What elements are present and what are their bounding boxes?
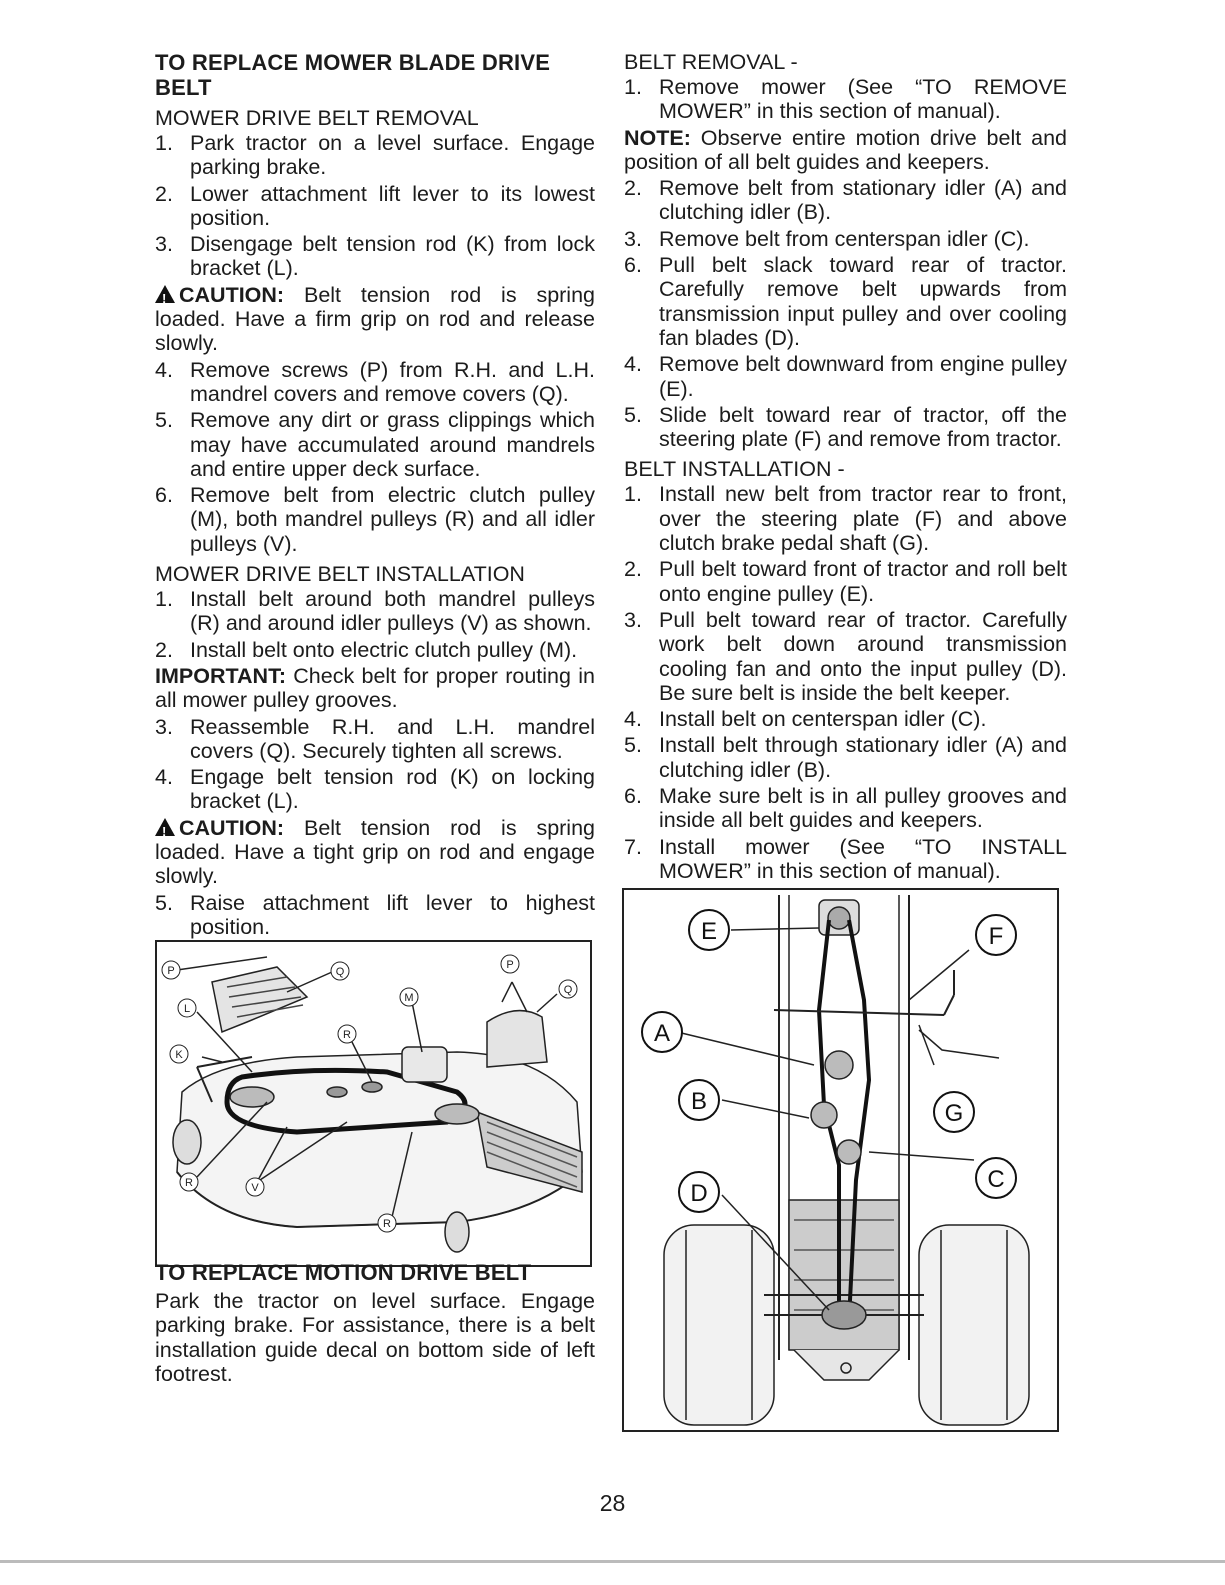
list-item: 2. Install belt onto electric clutch pulley (M).	[155, 637, 578, 662]
removal-title: MOWER DRIVE BELT REMOVAL	[155, 106, 479, 130]
motion-drive-figure	[622, 888, 1059, 1432]
callout-r: R	[383, 1218, 391, 1230]
belt-installation-title: BELT INSTALLATION -	[624, 457, 845, 482]
callout-q: Q	[335, 966, 345, 978]
caution-note-2: !CAUTION: Belt tension rod is spring loaded. Have a tight grip on rod and engage slowly.	[155, 816, 595, 889]
list-item: 3. Disengage belt tension rod (K) from lock bracket (L).	[155, 232, 595, 281]
list-item: 6. Remove belt from electric clutch pulley (M), both mandrel pulleys (R) and all idler pulleys (V).	[155, 483, 595, 556]
list-item: 2. Pull belt toward front of tractor and roll belt onto engine pulley (E).	[624, 557, 1067, 606]
page-edge	[0, 1560, 1225, 1563]
callout-l: L	[183, 1003, 191, 1015]
callout-e: E	[700, 918, 718, 945]
warning-icon	[155, 818, 175, 836]
mower-deck-illustration	[157, 942, 590, 1265]
warning-icon	[155, 285, 175, 303]
note: NOTE: Observe entire motion drive belt and position of all belt guides and keepers.	[624, 125, 1067, 174]
installation-steps-final	[155, 891, 595, 940]
callout-c: C	[987, 1166, 1005, 1193]
callout-g: G	[944, 1100, 964, 1127]
belt-installation-steps	[624, 482, 1067, 883]
motion-drive-illustration	[624, 890, 1057, 1430]
list-item: 7. Install mower (See “TO INSTALL MOWER” in this section of manual).	[624, 834, 1067, 883]
callout-k: K	[175, 1049, 183, 1061]
installation-title: MOWER DRIVE BELT INSTALLATION	[155, 562, 525, 587]
motion-drive-section	[155, 1260, 595, 1386]
important-note: IMPORTANT: Check belt for proper routing in all mower pulley grooves.	[155, 663, 595, 713]
list-item: 3. Reassemble R.H. and L.H. mandrel covers (Q). Securely tighten all screws.	[155, 714, 595, 763]
callout-p: P	[506, 959, 514, 971]
right-column	[624, 50, 1067, 885]
list-item: 3. Remove belt from centerspan idler (C).	[624, 226, 1030, 251]
installation-steps	[155, 587, 595, 662]
callout-r: R	[343, 1029, 351, 1041]
callout-v: V	[251, 1182, 259, 1194]
removal-steps-continued	[155, 358, 595, 556]
belt-removal-title: BELT REMOVAL -	[624, 50, 798, 74]
belt-removal-steps	[624, 75, 1067, 124]
belt-removal-steps-continued	[624, 176, 1067, 451]
motion-belt-text: Park the tractor on level surface. Engage parking brake. For assistance, there is a belt installation guide decal on bottom side of left footrest.	[155, 1289, 595, 1386]
list-item: 4. Engage belt tension rod (K) on locking bracket (L).	[155, 765, 595, 814]
callout-f: F	[988, 923, 1004, 950]
callout-b: B	[690, 1088, 708, 1115]
list-item: 2. Lower attachment lift lever to its lowest position.	[155, 181, 595, 230]
caution-note: !CAUTION: Belt tension rod is spring loaded. Have a firm grip on rod and release slowly.	[155, 283, 595, 356]
callout-a: A	[653, 1020, 671, 1047]
page-number: 28	[599, 1490, 626, 1516]
mower-belt-heading: TO REPLACE MOWER BLADE DRIVE BELT	[155, 50, 551, 100]
list-item: 3. Pull belt toward rear of tractor. Carefully work belt down around transmission cooling fan and onto the input pulley (D). Be sure belt is inside the belt keeper.	[624, 607, 1067, 705]
list-item: 1. Install belt around both mandrel pulleys (R) and around idler pulleys (V) as shown.	[155, 587, 595, 636]
removal-steps	[155, 131, 595, 281]
list-item: 1. Park tractor on a level surface. Engage parking brake.	[155, 131, 595, 180]
list-item: 5. Slide belt toward rear of tractor, off the steering plate (F) and remove from tractor.	[624, 402, 1067, 452]
installation-steps-continued	[155, 715, 595, 814]
list-item: 5. Install belt through stationary idler (A) and clutching idler (B).	[624, 733, 1067, 782]
list-item: 6. Make sure belt is in all pulley grooves and inside all belt guides and keepers.	[624, 784, 1067, 833]
callout-p: P	[167, 965, 175, 977]
callout-r: R	[185, 1177, 193, 1189]
list-item: 4. Remove screws (P) from R.H. and L.H. mandrel covers and remove covers (Q).	[155, 357, 595, 406]
list-item: 6. Pull belt slack toward rear of tractor. Carefully remove belt upwards from transmission input pulley and over cooling fan blades (D).	[624, 253, 1067, 350]
callout-q: Q	[563, 984, 573, 996]
list-item: 1. Remove mower (See “TO REMOVE MOWER” in this section of manual).	[624, 75, 1067, 124]
mower-deck-figure	[155, 940, 592, 1267]
list-item: 5. Remove any dirt or grass clippings which may have accumulated around mandrels and entire upper deck surface.	[155, 408, 595, 481]
list-item: 1. Install new belt from tractor rear to front, over the steering plate (F) and above clutch brake pedal shaft (G).	[624, 482, 1067, 556]
callout-m: M	[404, 992, 414, 1004]
list-item: 4. Remove belt downward from engine pulley (E).	[624, 352, 1067, 401]
left-column	[155, 50, 595, 941]
list-item: 4. Install belt on centerspan idler (C).	[624, 707, 987, 732]
callout-d: D	[690, 1180, 708, 1207]
motion-belt-heading: TO REPLACE MOTION DRIVE BELT	[155, 1260, 532, 1285]
list-item: 5. Raise attachment lift lever to highest position.	[155, 890, 595, 939]
list-item: 2. Remove belt from stationary idler (A) and clutching idler (B).	[624, 176, 1067, 225]
